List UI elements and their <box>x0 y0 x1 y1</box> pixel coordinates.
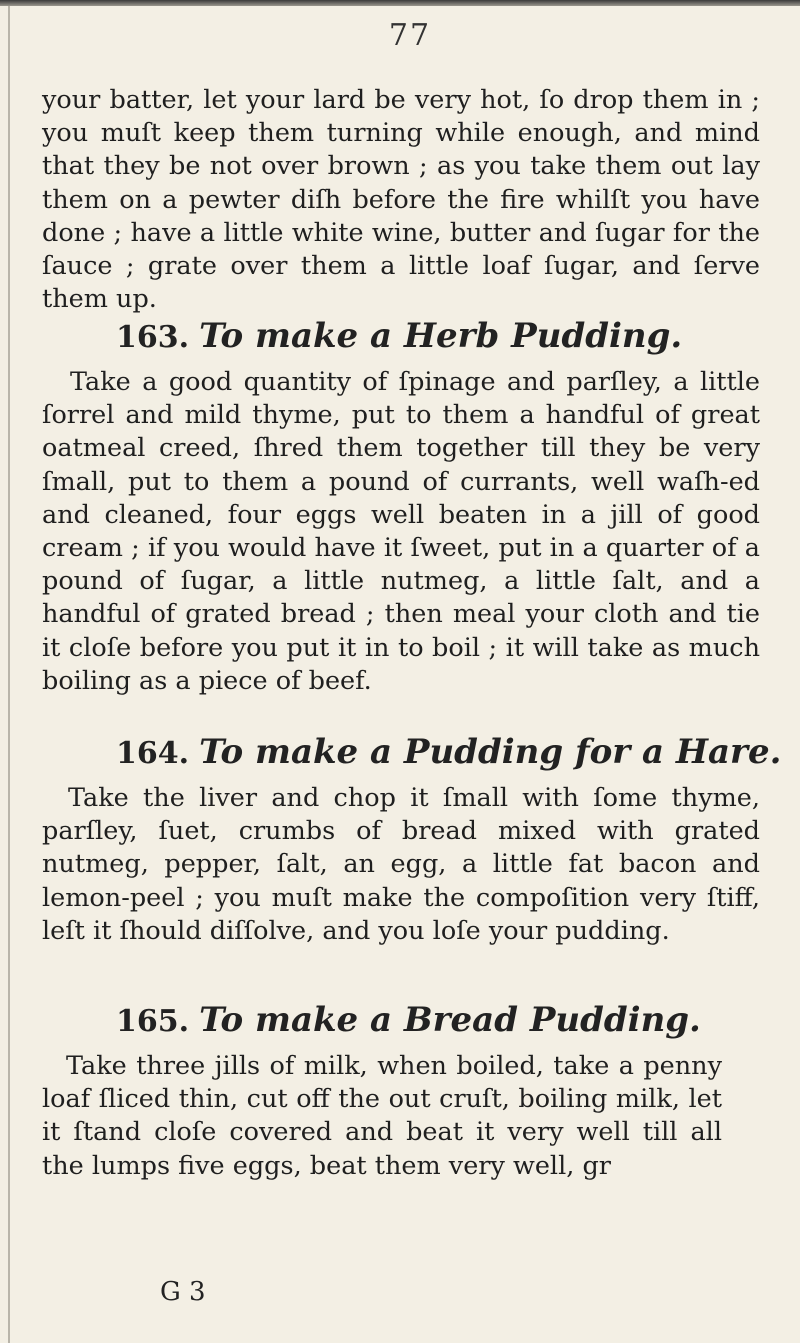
recipe-number: 163. <box>116 320 190 355</box>
recipe-165-heading <box>116 1000 701 1042</box>
page-number: 77 <box>388 18 432 53</box>
recipe-163-heading <box>116 316 682 358</box>
recipe-number: 165. <box>116 1004 190 1039</box>
recipe-164-heading <box>116 732 781 774</box>
top-edge-shadow <box>0 0 800 6</box>
recipe-163-text: Take a good quantity of ſpinage and parſley, a little ſorrel and mild thyme, put to them a handful of great oatmeal creed, ſhred them together till they be very ſmall, put to them a pound of currants, well waſh-ed and cleaned, four eggs well beaten in a jill of good cream ; if you would have it ſweet, put in a quarter of a pound of ſugar, a little nutmeg, a little ſalt, and a handful of grated bread ; then meal your cloth and tie it cloſe before you put it in to boil ; it will take as much boiling as a piece of beef. <box>42 367 760 696</box>
book-page <box>40 10 780 1330</box>
page-edge-line <box>8 6 10 1343</box>
recipe-title: To make a Bread Pudding. <box>199 1000 701 1040</box>
recipe-164-text: Take the liver and chop it ſmall with ſome thyme, parſley, ſuet, crumbs of bread mixed with grated nutmeg, pepper, ſalt, an egg, a little fat bacon and lemon-peel ; you muſt make the compoſition very ſtiff, leſt it ſhould diſſolve, and you loſe your pudding. <box>42 783 760 946</box>
recipe-number: 164. <box>116 736 190 771</box>
intro-paragraph: your batter, let your lard be very hot, ſo drop them in ; you muſt keep them turning while enough, and mind that they be not over brown ; as you take them out lay them on a pewter diſh before the fire whilſt you have done ; have a little white wine, butter and ſugar for the ſauce ; grate over them a little loaf ſugar, and ſerve them up. <box>42 85 760 315</box>
recipe-title: To make a Herb Pudding. <box>199 316 683 356</box>
recipe-165-text: Take three jills of milk, when boiled, take a penny loaf ſliced thin, cut off the out cruſt, boiling milk, let it ſtand cloſe covered and beat it very well till all the lumps five eggs, beat them very well, gr <box>42 1051 722 1181</box>
signature-mark: G 3 <box>160 1277 206 1307</box>
recipe-title: To make a Pudding for a Hare. <box>199 732 782 772</box>
